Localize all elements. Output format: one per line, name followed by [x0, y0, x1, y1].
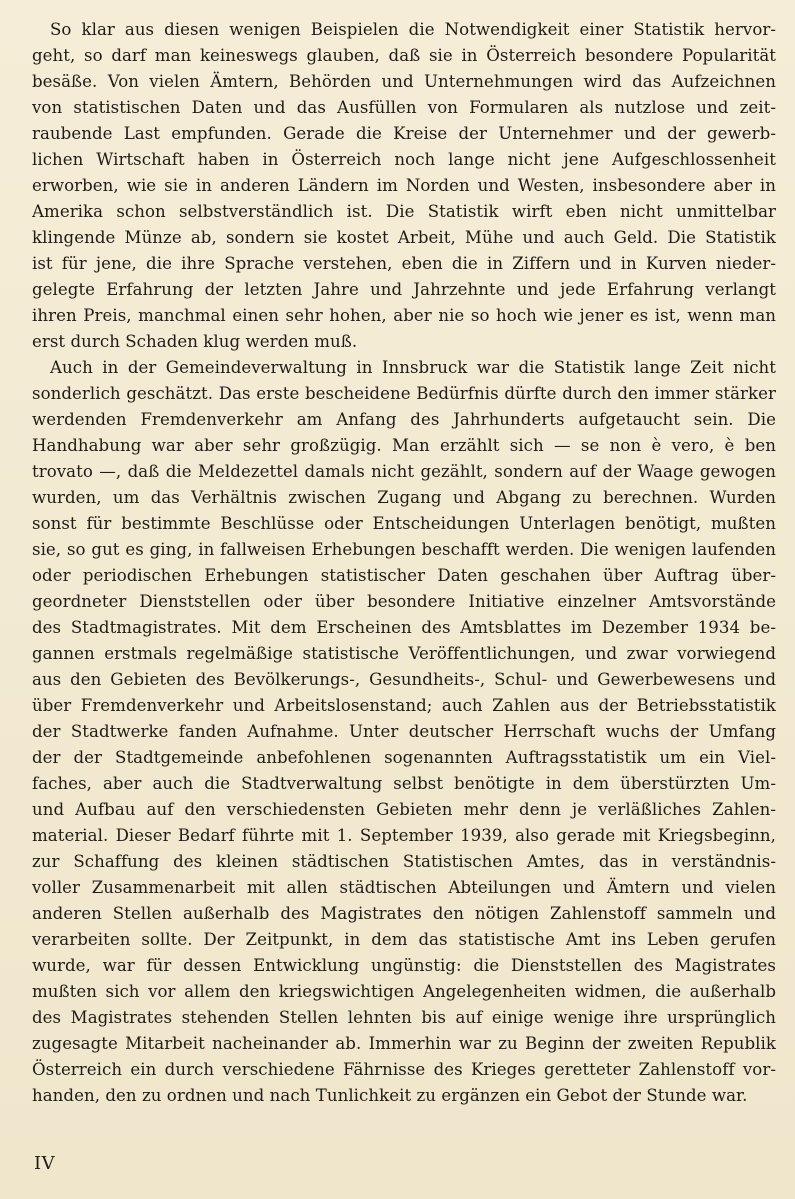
- text-line: gelegte Erfahrung der letzten Jahre und Jahrzehnte und jede Erfahrung verlangt: [32, 280, 776, 299]
- text-line: Handhabung war aber sehr großzügig. Man erzählt sich — se non è vero, è ben: [32, 436, 776, 455]
- text-line: geordneter Dienststellen oder über besondere Initiative einzelner Amtsvorstände: [32, 592, 776, 611]
- text-line: handen, den zu ordnen und nach Tunlichkeit zu ergänzen ein Gebot der Stunde war.: [32, 1086, 748, 1105]
- text-line: und Aufbau auf den verschiedensten Gebieten mehr denn je verläßliches Zahlen-: [32, 800, 776, 819]
- page-number: IV: [34, 1153, 56, 1174]
- text-line: voller Zusammenarbeit mit allen städtischen Abteilungen und Ämtern und vielen: [32, 878, 776, 897]
- text-line: werdenden Fremdenverkehr am Anfang des Jahrhunderts aufgetaucht sein. Die: [32, 410, 776, 429]
- text-line: gannen erstmals regelmäßige statistische Veröffentlichungen, und zwar vorwiegend: [32, 644, 776, 663]
- text-line: geht, so darf man keineswegs glauben, daß sie in Österreich besondere Popularität: [32, 46, 776, 65]
- text-line: der der Stadtgemeinde anbefohlenen sogenannten Auftragsstatistik um ein Viel-: [32, 748, 776, 767]
- text-line: ihren Preis, manchmal einen sehr hohen, aber nie so hoch wie jener es ist, wenn man: [32, 306, 776, 325]
- text-line: besäße. Von vielen Ämtern, Behörden und Unternehmungen wird das Aufzeichnen: [32, 72, 776, 91]
- body-text: [32, 18, 776, 1138]
- text-line: sonderlich geschätzt. Das erste bescheidene Bedürfnis dürfte durch den immer stärker: [32, 384, 776, 403]
- text-line: mußten sich vor allem den kriegswichtigen Angelegenheiten widmen, die außerhalb: [32, 982, 776, 1001]
- text-line: material. Dieser Bedarf führte mit 1. September 1939, also gerade mit Kriegsbeginn,: [32, 826, 776, 845]
- text-line: zugesagte Mitarbeit nacheinander ab. Immerhin war zu Beginn der zweiten Republik: [32, 1034, 776, 1053]
- text-line: Österreich ein durch verschiedene Fährnisse des Krieges geretteter Zahlenstoff vor-: [32, 1060, 776, 1079]
- text-line: anderen Stellen außerhalb des Magistrates den nötigen Zahlenstoff sammeln und: [32, 904, 776, 923]
- text-line: über Fremdenverkehr und Arbeitslosenstand; auch Zahlen aus der Betriebsstatistik: [32, 696, 776, 715]
- text-line: erworben, wie sie in anderen Ländern im Norden und Westen, insbesondere aber in: [32, 176, 776, 195]
- text-line: ist für jene, die ihre Sprache verstehen, eben die in Ziffern und in Kurven nieder-: [32, 254, 776, 273]
- text-line: faches, aber auch die Stadtverwaltung selbst benötigte in dem überstürzten Um-: [32, 774, 776, 793]
- text-line: erst durch Schaden klug werden muß.: [32, 332, 358, 351]
- text-line: sonst für bestimmte Beschlüsse oder Entscheidungen Unterlagen benötigt, mußten: [32, 514, 776, 533]
- text-line: klingende Münze ab, sondern sie kostet Arbeit, Mühe und auch Geld. Die Statistik: [32, 228, 776, 247]
- text-line: Auch in der Gemeindeverwaltung in Innsbruck war die Statistik lange Zeit nicht: [50, 358, 776, 377]
- text-line: wurde, war für dessen Entwicklung ungünstig: die Dienststellen des Magistrates: [32, 956, 776, 975]
- text-line: raubende Last empfunden. Gerade die Kreise der Unternehmer und der gewerb-: [32, 124, 776, 143]
- text-line: trovato —, daß die Meldezettel damals nicht gezählt, sondern auf der Waage gewogen: [32, 462, 776, 481]
- text-line: des Magistrates stehenden Stellen lehnten bis auf einige wenige ihre ursprünglich: [32, 1008, 776, 1027]
- text-line: des Stadtmagistrates. Mit dem Erscheinen des Amtsblattes im Dezember 1934 be-: [32, 618, 776, 637]
- text-line: wurden, um das Verhältnis zwischen Zugang und Abgang zu berechnen. Wurden: [32, 488, 776, 507]
- text-line: So klar aus diesen wenigen Beispielen die Notwendigkeit einer Statistik hervor-: [50, 20, 776, 39]
- text-line: oder periodischen Erhebungen statistischer Daten geschahen über Auftrag über-: [32, 566, 776, 585]
- text-line: Amerika schon selbstverständlich ist. Die Statistik wirft eben nicht unmittelbar: [32, 202, 776, 221]
- text-line: sie, so gut es ging, in fallweisen Erhebungen beschafft werden. Die wenigen laufenden: [32, 540, 776, 559]
- text-line: der Stadtwerke fanden Aufnahme. Unter deutscher Herrschaft wuchs der Umfang: [32, 722, 776, 741]
- text-line: lichen Wirtschaft haben in Österreich noch lange nicht jene Aufgeschlossenheit: [32, 150, 776, 169]
- text-line: zur Schaffung des kleinen städtischen Statistischen Amtes, das in verständnis-: [32, 852, 776, 871]
- text-line: von statistischen Daten und das Ausfüllen von Formularen als nutzlose und zeit-: [32, 98, 776, 117]
- text-line: verarbeiten sollte. Der Zeitpunkt, in dem das statistische Amt ins Leben gerufen: [32, 930, 776, 949]
- text-line: aus den Gebieten des Bevölkerungs-, Gesundheits-, Schul- und Gewerbewesens und: [32, 670, 776, 689]
